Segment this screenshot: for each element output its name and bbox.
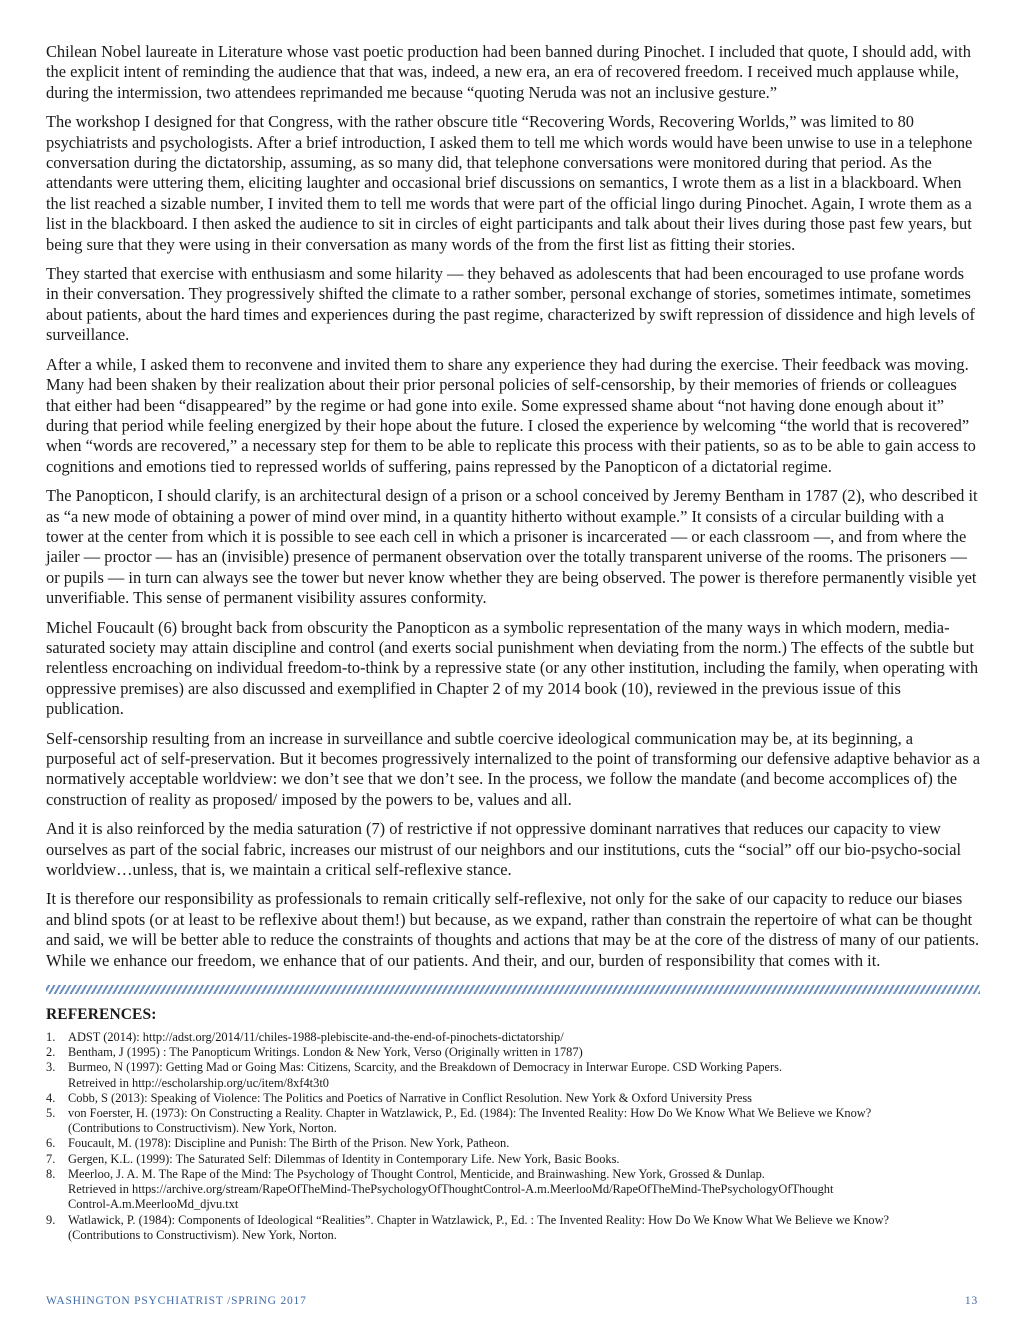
reference-text: Foucault, M. (1978): Discipline and Punish: The Birth of the Prison. New York, Patheon. [68,1136,510,1151]
reference-number: 7. [46,1151,56,1166]
reference-text: Gergen, K.L. (1999): The Saturated Self: Dilemmas of Identity in Contemporary Life. New York, Basic Books. [68,1151,620,1166]
reference-number: 5. [46,1106,56,1121]
paragraph-4: After a while, I asked them to reconvene and invited them to share any experience they had during the exercise. Their feedback was moving. Many had been shaken by their realization about their prior personal policies of self-censorship, by their memories of friends or colleagues that either had been “disappeared” by the regime or had gone into exile. Some expressed shame about “not having done enough about it” during that period while feeling energized by their hope about the future. I closed the experience by welcoming “the world that is recovered” when “words are recovered,” a necessary step for them to be able to replicate this process with their patients, so as to be able to gain access to cognitions and emotions tied to repressed worlds of suffering, pains repressed by the Panopticon of a dictatorial regime. [46,354,976,476]
references-heading: REFERENCES: [46,1006,157,1024]
reference-item [46,1213,980,1243]
reference-text: Watlawick, P. (1984): Components of Ideological “Realities”. Chapter in Watzlawick, P., Ed. : The Invented Reality: How Do We Know What We Believe we Know? (Contributions to Constructivism). New York, Norton. [68,1212,890,1242]
reference-number: 6. [46,1136,56,1151]
page-footer [46,1295,978,1307]
reference-item [46,1091,980,1106]
reference-number: 8. [46,1166,56,1181]
reference-item [46,1045,980,1060]
paragraph-3: They started that exercise with enthusiasm and some hilarity — they behaved as adolescents that had been encouraged to use profane words in their conversation. They progressively shifted the climate to a rather somber, personal exchange of stories, sometimes intimate, sometimes about patients, about the hard times and experiences during the past regime, characterized by swift repression of dissidence and high levels of surveillance. [46,264,975,345]
reference-text: Burmeo, N (1997): Getting Mad or Going Mas: Citizens, Scarcity, and the Breakdown of Democracy in Interwar Europe. CSD Working Papers. Retreived in http://escholarship.org/uc/item/8xf4t3t0 [68,1060,783,1090]
paragraph-7: Self-censorship resulting from an increase in surveillance and subtle coercive ideological communication may be, at its beginning, a purposeful act of self-preservation. But it becomes progressively internalized to the point of transforming our defensive adaptive behavior as a normatively acceptable worldview: we don’t see that we don’t see. In the process, we follow the mandate (and become accomplices of) the construction of reality as proposed/ imposed by the powers to be, values and all. [46,728,980,809]
paragraph-2: The workshop I designed for that Congress, with the rather obscure title “Recovering Words, Recovering Worlds,” was limited to 80 psychiatrists and psychologists. After a brief introduction, I asked them to tell me which words would have been unwise to use in a telephone conversation during the dictatorship, assuming, as so many did, that telephone conversations were monitored during that period. As the attendants were uttering them, eliciting laughter and occasional brief discussions on semantics, I wrote them as a list in a blackboard. When the list reached a sizable number, I invited them to tell me words that were part of the official lingo during Pinochet. Again, I wrote them as a list in the blackboard. I then asked the audience to sit in circles of eight participants and talk about their lives during those past few years, but being sure that they were using in their conversation as many words of the from the first list as fitting their stories. [46,112,973,254]
article-body [46,42,980,971]
reference-text: Meerloo, J. A. M. The Rape of the Mind: The Psychology of Thought Control, Menticide, and Brainwashing. New York, Grossed & Dunlap. Retrieved in https://archive.org/stream/RapeOfTheMind-ThePsychologyOfThoughtControl-A.m.MeerlooMd/RapeOfTheMind-ThePsychologyOfThought Control-A.m.MeerlooMd_djvu.txt [68,1166,834,1212]
reference-item [46,1136,980,1151]
paragraph-1: Chilean Nobel laureate in Literature whose vast poetic production had been banned during Pinochet. I included that quote, I should add, with the explicit intent of reminding the audience that that was, indeed, a new era, an era of recovered freedom. I received much applause while, during the intermission, two attendees reprimanded me because “quoting Neruda was not an inclusive gesture.” [46,42,971,102]
paragraph-9: It is therefore our responsibility as professionals to remain critically self-reflexive, not only for the sake of our capacity to reduce our biases and blind spots (or at least to be reflexive about them!) but because, as we expand, rather than constrain the repertoire of what can be thought and said, we will be better able to reduce the constraints of thoughts and actions that may be at the core of the distress of many of our patients. While we enhance our freedom, we enhance that of our patients. And their, and our, burden of responsibility that comes with it. [46,889,980,970]
hatched-divider [46,985,980,994]
paragraph-8: And it is also reinforced by the media saturation (7) of restrictive if not oppressive dominant narratives that reduces our capacity to view ourselves as part of the social fabric, increases our mistrust of our neighbors and our institutions, cuts the “social” off our bio-psycho-social worldview…unless, that is, we maintain a critical self-reflexive stance. [46,819,962,880]
references-list [46,1030,980,1243]
page-number: 13 [964,1295,978,1307]
reference-number: 9. [46,1212,56,1227]
article-page [46,42,980,1243]
paragraph-5: The Panopticon, I should clarify, is an architectural design of a prison or a school conceived by Jeremy Bentham in 1787 (2), who described it as “a new mode of obtaining a power of mind over mind, in a quantity hitherto without example.” It consists of a circular building with a tower at the center from which it is possible to see each cell in which a prisoner is incarcerated — or each classroom —, and from where the jailer — proctor — has an (invisible) presence of permanent observation over the totally transparent universe of the rooms. The prisoners — or pupils — in turn can always see the tower but never know whether they are being observed. The power is therefore permanently visible yet unverifiable. This sense of permanent visibility assures conformity. [46,486,978,608]
reference-item [46,1030,980,1045]
reference-text: von Foerster, H. (1973): On Constructing a Reality. Chapter in Watzlawick, P., Ed. (1984): The Invented Reality: How Do We Know What We Believe we Know? (Contributions to Constructivism). New York, Norton. [68,1106,872,1136]
publication-title: WASHINGTON PSYCHIATRIST /SPRING 2017 [46,1295,307,1307]
reference-number: 4. [46,1090,56,1105]
reference-text: ADST (2014): http://adst.org/2014/11/chiles-1988-plebiscite-and-the-end-of-pinochets-dictatorship/ [68,1030,564,1045]
references-section [46,1006,980,1243]
reference-text: Bentham, J (1995) : The Panopticum Writings. London & New York, Verso (Originally written in 1787) [68,1045,583,1060]
reference-item [46,1152,980,1167]
reference-text: Cobb, S (2013): Speaking of Violence: The Politics and Poetics of Narrative in Conflict Resolution. New York & Oxford University Press [68,1090,752,1105]
paragraph-6: Michel Foucault (6) brought back from obscurity the Panopticon as a symbolic representation of the many ways in which modern, media-saturated society may attain discipline and control (and exerts social punishment when deviating from the norm.) The effects of the subtle but relentless encroaching on individual freedom-to-think by a repressive state (or any other institution, including the family, when operating with oppressive premises) are also discussed and exemplified in Chapter 2 of my 2014 book (10), reviewed in the previous issue of this publication. [46,617,979,719]
reference-number: 3. [46,1060,56,1075]
reference-item [46,1060,980,1090]
reference-item [46,1167,980,1213]
reference-item [46,1106,980,1136]
reference-number: 2. [46,1045,56,1060]
reference-number: 1. [46,1030,56,1045]
